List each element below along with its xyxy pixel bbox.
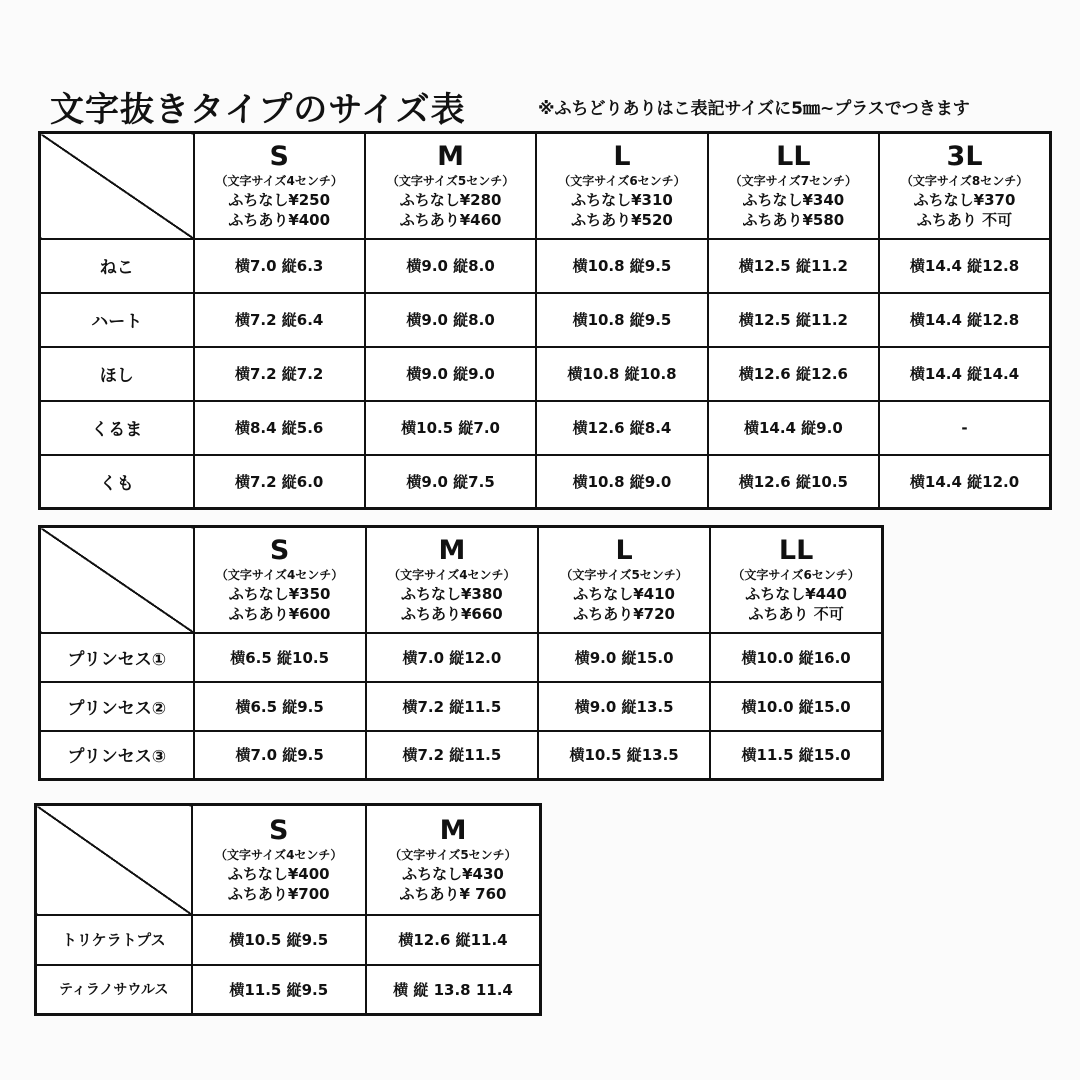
price-plain: ふちなし¥310	[571, 190, 673, 209]
price-border: ふちあり 不可	[748, 604, 844, 623]
letter-size: （文字サイズ6センチ）	[558, 173, 686, 188]
row-label: くるま	[40, 401, 194, 455]
size-cell: 横6.5 縦10.5	[194, 633, 366, 682]
size-label: M	[438, 534, 466, 566]
size-cell: 横10.0 縦15.0	[710, 682, 882, 731]
price-plain: ふちなし¥430	[402, 864, 504, 883]
size-label: 3L	[946, 140, 983, 172]
page-title: 文字抜きタイプのサイズ表	[50, 90, 466, 130]
price-border: ふちあり¥520	[571, 210, 673, 229]
size-cell: 横9.0 縦8.0	[365, 239, 536, 293]
size-cell: 横10.8 縦10.8	[536, 347, 707, 401]
size-label: S	[269, 814, 289, 846]
letter-size: （文字サイズ4センチ）	[215, 847, 343, 862]
size-label: S	[269, 534, 290, 566]
column-header	[366, 805, 541, 915]
size-label: L	[615, 534, 633, 566]
size-cell: 横10.0 縦16.0	[710, 633, 882, 682]
size-table-princess	[38, 525, 884, 781]
price-plain: ふちなし¥410	[573, 584, 675, 603]
column-header	[194, 133, 365, 239]
size-cell: 横6.5 縦9.5	[194, 682, 366, 731]
size-cell: -	[879, 401, 1050, 455]
table-row	[40, 455, 1051, 509]
letter-size: （文字サイズ5センチ）	[560, 567, 688, 582]
table-row	[40, 401, 1051, 455]
column-header	[366, 527, 538, 633]
column-header	[192, 805, 367, 915]
column-header	[365, 133, 536, 239]
price-border: ふちあり¥700	[227, 884, 330, 903]
letter-size: （文字サイズ7センチ）	[729, 173, 858, 188]
price-border: ふちあり¥720	[573, 604, 675, 623]
size-cell: 横12.6 縦10.5	[708, 455, 879, 509]
size-cell: 横14.4 縦14.4	[879, 347, 1050, 401]
size-cell: 横11.5 縦9.5	[192, 965, 367, 1015]
size-cell: 横8.4 縦5.6	[194, 401, 365, 455]
price-plain: ふちなし¥280	[399, 190, 502, 209]
price-border: ふちあり¥660	[401, 604, 503, 623]
size-cell: 横7.2 縦6.4	[194, 293, 365, 347]
price-plain: ふちなし¥400	[227, 864, 330, 883]
corner-cell	[40, 133, 194, 239]
row-label: トリケラトプス	[36, 915, 192, 965]
column-header	[536, 133, 707, 239]
size-label: LL	[776, 140, 811, 172]
column-header	[538, 527, 710, 633]
size-cell: 横9.0 縦8.0	[365, 293, 536, 347]
row-label: ねこ	[40, 239, 194, 293]
corner-cell	[36, 805, 192, 915]
size-cell: 横7.0 縦9.5	[194, 731, 366, 780]
price-plain: ふちなし¥380	[401, 584, 503, 603]
border-note: ※ふちどりありはこ表記サイズに5㎜~プラスでつきます	[538, 99, 970, 119]
table-row	[40, 682, 883, 731]
size-cell: 横7.2 縦11.5	[366, 682, 538, 731]
column-header	[879, 133, 1050, 239]
corner-cell	[40, 527, 194, 633]
size-label: S	[269, 140, 289, 172]
price-border: ふちあり¥460	[399, 210, 502, 229]
size-cell: 横10.5 縦9.5	[192, 915, 367, 965]
price-border: ふちあり¥580	[742, 210, 845, 229]
header-row	[36, 805, 541, 915]
size-table-animals	[38, 131, 1052, 510]
price-plain: ふちなし¥440	[745, 584, 847, 603]
size-cell: 横12.6 縦11.4	[366, 915, 541, 965]
price-border: ふちあり 不可	[916, 210, 1013, 229]
row-label: ほし	[40, 347, 194, 401]
price-plain: ふちなし¥350	[228, 584, 331, 603]
letter-size: （文字サイズ6センチ）	[732, 567, 860, 582]
size-cell: 横12.6 縦12.6	[708, 347, 879, 401]
size-cell: 横12.6 縦8.4	[536, 401, 707, 455]
size-cell: 横12.5 縦11.2	[708, 239, 879, 293]
table-row	[36, 915, 541, 965]
size-cell: 横12.5 縦11.2	[708, 293, 879, 347]
size-cell: 横10.8 縦9.5	[536, 239, 707, 293]
table-row	[40, 293, 1051, 347]
size-cell: 横9.0 縦9.0	[365, 347, 536, 401]
table-row	[40, 633, 883, 682]
row-label: ハート	[40, 293, 194, 347]
row-label: プリンセス②	[40, 682, 194, 731]
size-cell: 横7.2 縦7.2	[194, 347, 365, 401]
price-border: ふちあり¥ 760	[399, 884, 507, 903]
letter-size: （文字サイズ4センチ）	[388, 567, 516, 582]
table-row	[40, 239, 1051, 293]
column-header	[194, 527, 366, 633]
row-label: プリンセス①	[40, 633, 194, 682]
size-cell: 横10.8 縦9.0	[536, 455, 707, 509]
table-row	[40, 347, 1051, 401]
size-cell: 横7.0 縦12.0	[366, 633, 538, 682]
letter-size: （文字サイズ5センチ）	[389, 847, 517, 862]
price-border: ふちあり¥600	[228, 604, 331, 623]
column-header	[710, 527, 882, 633]
table-row	[40, 731, 883, 780]
row-label: くも	[40, 455, 194, 509]
price-plain: ふちなし¥370	[913, 190, 1016, 209]
size-cell: 横7.2 縦6.0	[194, 455, 365, 509]
table-row	[36, 965, 541, 1015]
size-label: L	[613, 140, 631, 172]
column-header	[708, 133, 879, 239]
letter-size: （文字サイズ5センチ）	[386, 173, 515, 188]
size-table-dinosaur	[34, 803, 542, 1016]
size-cell: 横9.0 縦13.5	[538, 682, 710, 731]
header-row	[40, 527, 883, 633]
size-cell: 横9.0 縦7.5	[365, 455, 536, 509]
size-cell: 横10.8 縦9.5	[536, 293, 707, 347]
header-row	[40, 133, 1051, 239]
size-cell: 横10.5 縦13.5	[538, 731, 710, 780]
letter-size: （文字サイズ4センチ）	[215, 173, 343, 188]
letter-size: （文字サイズ8センチ）	[900, 173, 1029, 188]
size-cell: 横7.0 縦6.3	[194, 239, 365, 293]
size-cell: 横 縦 13.8 11.4	[366, 965, 541, 1015]
price-plain: ふちなし¥250	[228, 190, 331, 209]
size-cell: 横14.4 縦12.8	[879, 293, 1050, 347]
size-cell: 横14.4 縦9.0	[708, 401, 879, 455]
size-cell: 横9.0 縦15.0	[538, 633, 710, 682]
size-cell: 横10.5 縦7.0	[365, 401, 536, 455]
row-label: プリンセス③	[40, 731, 194, 780]
size-label: M	[437, 140, 465, 172]
price-plain: ふちなし¥340	[742, 190, 845, 209]
size-cell: 横14.4 縦12.0	[879, 455, 1050, 509]
size-cell: 横11.5 縦15.0	[710, 731, 882, 780]
letter-size: （文字サイズ4センチ）	[215, 567, 344, 582]
size-label: LL	[778, 534, 814, 566]
price-border: ふちあり¥400	[228, 210, 331, 229]
row-label: ティラノサウルス	[36, 965, 192, 1015]
size-cell: 横7.2 縦11.5	[366, 731, 538, 780]
size-label: M	[439, 814, 467, 846]
size-cell: 横14.4 縦12.8	[879, 239, 1050, 293]
